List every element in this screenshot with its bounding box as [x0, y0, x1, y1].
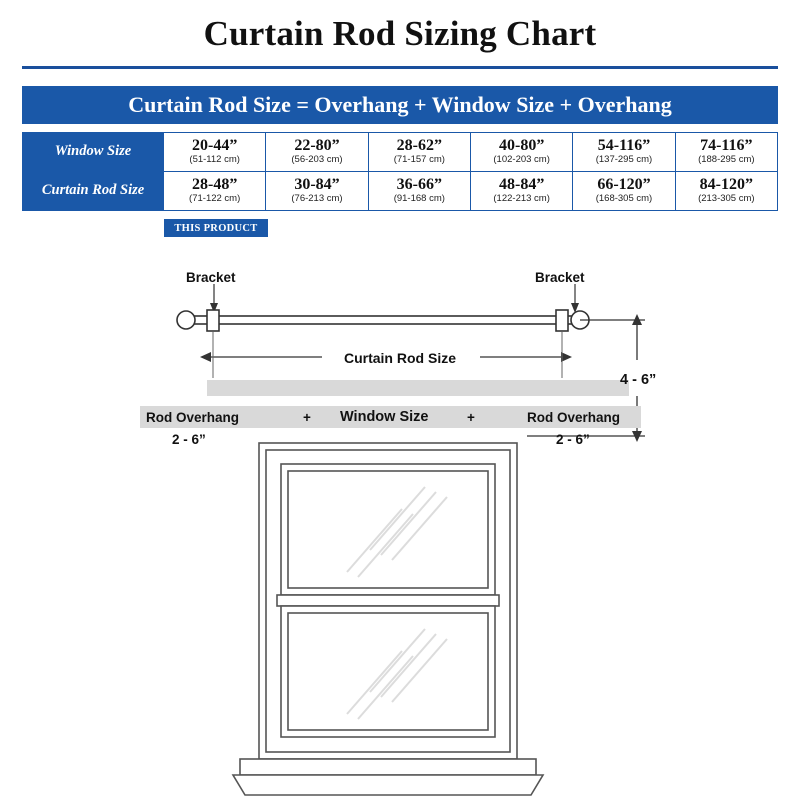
- table-cell: [470, 172, 572, 211]
- cell-inches: 84-120”: [699, 175, 753, 193]
- cell-inches: 28-48”: [192, 175, 238, 193]
- curtain-rod: [177, 310, 589, 331]
- sizing-table: [22, 132, 778, 211]
- overhang-left-value: 2 - 6”: [172, 432, 206, 447]
- cell-inches: 48-84”: [498, 175, 545, 193]
- cell-cm: (188-295 cm): [698, 153, 755, 165]
- plus-right: +: [467, 410, 475, 425]
- curtain-rod-size-label: Curtain Rod Size: [343, 350, 456, 366]
- cell-cm: (168-305 cm): [595, 192, 653, 204]
- table-row-window-size: [23, 133, 778, 172]
- overhang-left-label: Rod Overhang: [146, 410, 240, 425]
- cell-cm: (91-168 cm): [393, 192, 445, 204]
- table-cell: [164, 172, 266, 211]
- cell-cm: (51-112 cm): [189, 153, 240, 165]
- cell-inches: 40-80”: [498, 136, 545, 154]
- cell-cm: (102-203 cm): [493, 153, 550, 165]
- plus-left: +: [303, 410, 311, 425]
- cell-inches: 66-120”: [597, 175, 651, 193]
- cell-inches: 20-44”: [192, 136, 238, 154]
- cell-cm: (71-157 cm): [393, 153, 445, 165]
- table-cell: [368, 172, 470, 211]
- cell-inches: 22-80”: [294, 136, 340, 154]
- row-header-window-size: Window Size: [23, 133, 164, 172]
- table-cell: [573, 133, 675, 172]
- formula-header: Curtain Rod Size = Overhang + Window Size + Overhang: [22, 86, 778, 124]
- cell-inches: 30-84”: [294, 175, 340, 193]
- cell-inches: 74-116”: [700, 136, 753, 154]
- table-cell: [164, 133, 266, 172]
- cell-cm: (122-213 cm): [493, 192, 550, 204]
- bracket-left-label: Bracket: [186, 270, 236, 285]
- cell-cm: (56-203 cm): [291, 153, 343, 165]
- row-header-curtain-rod-size: Curtain Rod Size: [23, 172, 164, 211]
- window-illustration: [233, 443, 543, 795]
- window-rod-diagram: [0, 250, 800, 800]
- mount-height-label: 4 - 6”: [620, 372, 657, 388]
- table-cell: [573, 172, 675, 211]
- table-cell: [675, 172, 777, 211]
- page-title: Curtain Rod Sizing Chart: [203, 14, 597, 53]
- overhang-right-band: [519, 380, 629, 396]
- cell-inches: 54-116”: [597, 136, 651, 154]
- title-divider: [22, 66, 778, 69]
- overhang-right-label: Rod Overhang: [527, 410, 621, 425]
- cell-cm: (213-305 cm): [698, 192, 755, 204]
- window-size-band: [262, 380, 520, 396]
- cell-cm: (137-295 cm): [595, 153, 653, 165]
- this-product-badge: THIS PRODUCT: [164, 219, 268, 237]
- overhang-right-value: 2 - 6”: [556, 432, 590, 447]
- table-cell: [368, 133, 470, 172]
- table-cell: [266, 172, 368, 211]
- bracket-right-label: Bracket: [535, 270, 585, 285]
- diagram-svg: [0, 250, 800, 800]
- table-cell: [675, 133, 777, 172]
- cell-cm: (71-122 cm): [189, 192, 241, 204]
- table-cell: [266, 133, 368, 172]
- window-size-label: Window Size: [340, 409, 429, 425]
- cell-cm: (76-213 cm): [291, 192, 343, 204]
- cell-inches: 28-62”: [396, 136, 442, 154]
- table-row-curtain-rod-size: [23, 172, 778, 211]
- cell-inches: 36-66”: [396, 175, 442, 193]
- table-cell: [470, 133, 572, 172]
